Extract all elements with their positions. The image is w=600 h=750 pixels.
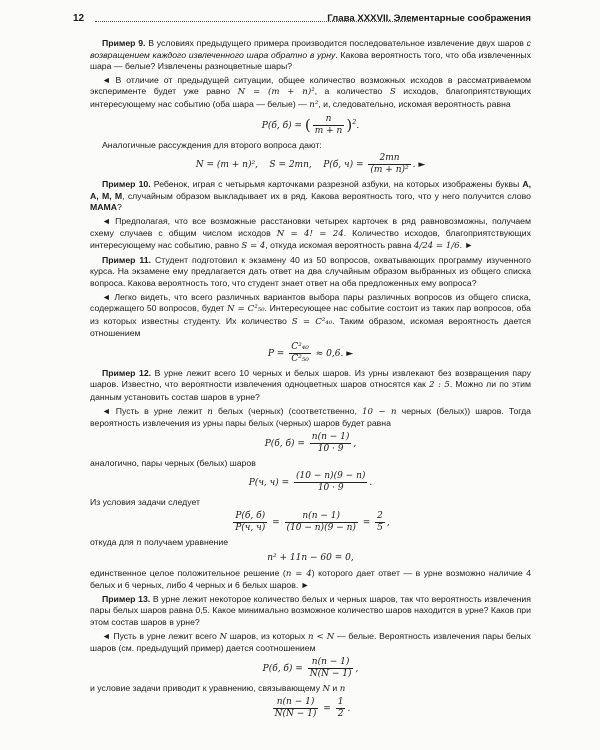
example-13-formula-1: P(б, б) = $\frac{n(n - 1)}{N(N - 1)}$ , — [262, 656, 359, 679]
example-12-formula-2: P(ч, ч) = $\frac{(10 - n)(9 - n)}{10 \cdot 9}$ . — [248, 471, 373, 494]
example-13-solution: ◄ Пусть в урне лежит всего N шаров, из которых n < N — белые. Вероятность извлечения пары белых шаров (см. предыдущий пример) дается соотношением — [90, 630, 532, 654]
example-10-solution: ◄ Предполагая, что все возможные расстановки четырех карточек в ряд равновозможны, получаем схему случаев с общим числом исходов N = 4! = 24. Количество исходов, благоприятствующих интересующему нас событию, равно S = 4, откуда искомая вероятность равна 4/24 = 1/6. ► — [90, 215, 531, 252]
example-9-formula-2: N = (m + n)², S = 2mn, P(б, ч) = $\frac{2mn}{\text{(m + n)²}}$ . ► — [195, 153, 426, 176]
example-13-statement: Пример 13. В урне лежит некоторое количество белых и черных шаров, так что вероятность извлечения пары белых шаров равна 0,5. Какое минимально возможное количество шаров находится в урне? Каков при этом состав шаров в урне? — [90, 593, 531, 627]
example-12-text-3: откуда для n получаем уравнение — [90, 537, 229, 549]
chapter-title: Глава XXXVII. Элементарные соображения — [327, 13, 531, 24]
example-10-statement: Пример 10. Ребенок, играя с четырьмя карточками разрезной азбуки, на которых изображены буквы А, А, М, М, случайным образом выкладывает их в ряд. Какова вероятность того, что у него получится слово МАМА? — [90, 179, 531, 213]
example-10-label: Пример 10. — [102, 179, 151, 190]
example-9-text: Аналогичные рассуждения для второго вопроса дают: — [102, 139, 322, 150]
page-body — [90, 38, 531, 723]
example-12-text-1: аналогично, пары черных (белых) шаров — [90, 457, 256, 468]
example-9-statement: Пример 9. В условиях предыдущего примера производится последовательное извлечение двух шаров с возвращением каждого извлеченного шара обратно в урну. Какова вероятность того, что оба извлеченных шара — белые? Извлечены разноцветные шары? — [90, 38, 531, 72]
example-12-conclusion: единственное целое положительное решение (n = 4) которого дает ответ — в урне возможно наличие 4 белых и 6 черных, либо 4 черных и 6 белых шаров. ► — [90, 567, 531, 591]
example-12-statement: Пример 12. В урне лежит всего 10 черных и белых шаров. Из урны извлекают без возвращения пару шаров. Известно, что вероятности извлечения одноцветных шаров относятся как 2 : 5. Можно ли по этим данным установить состав шаров в урне? — [90, 367, 531, 403]
example-9-formula-1: P(б, б) = ( $\frac{n}{m + n}$ )$^2$. — [261, 113, 360, 136]
example-9-solution: ◄ В отличие от предыдущей ситуации, общее количество возможных исходов в рассматриваемом эксперименте будет уже равно N = (m + n)², а количество S исходов, благоприятствующих интересующему нас событию (оба шара — белые) — n², и, следовательно, искомая вероятность равна — [90, 74, 531, 110]
example-11-solution: ◄ Легко видеть, что всего различных вариантов выбора пары различных вопросов из общего списка, содержащего 50 вопросов, будет N = C²₅₀. Интересующее нас событие состоит из таких пар вопросов, оба из которых известны студенту. Их количество S = C²₄₀. Таким образом, искомая вероятность дается отношением — [90, 291, 531, 339]
example-11-label: Пример 11. — [102, 254, 152, 265]
example-12-formula-3: $\frac{P(б, б)}{P(ч, ч)}$ = $\frac{n(n - 1)}{(10 - n)(9 - n)}$ = $\frac{2}{5}$ , — [235, 511, 390, 534]
example-12-text-2: Из условия задачи следует — [90, 497, 201, 508]
example-13-label: Пример 13. — [102, 593, 151, 604]
example-12-solution: ◄ Пусть в урне лежит n белых (черных) (соответственно, 10 − n черных (белых)) шаров. Тогда вероятность извлечения из урны пары белых (черных) шаров будет равна — [90, 405, 531, 429]
example-12-formula-1: P(б, б) = $\frac{n(n - 1)}{10 \cdot 9}$ , — [264, 431, 357, 454]
example-12-formula-4: n² + 11n − 60 = 0, — [267, 552, 354, 563]
example-13-text: и условие задачи приводит к уравнению, связывающему N и n — [90, 682, 346, 694]
page-number: 12 — [73, 13, 85, 24]
example-13-formula-2: $\frac{n(n - 1)}{N(N - 1)}$ = $\frac{1}{2}$ . — [274, 697, 351, 720]
example-11-formula: P = $\frac{\text{C²₄₀}}{\text{C²₅₀}}$ ≈ 0,6. ► — [267, 341, 354, 364]
example-11-statement: Пример 11. Студент подготовил к экзамену 40 из 50 вопросов, охватывающих программу изученного курса. На экзамене ему предлагается дать ответ на два случайным образом выбранных из общего списка вопроса. Какова вероятность того, что студент знает ответ на оба предложенных ему вопроса? — [90, 254, 532, 288]
example-9-label: Пример 9. — [102, 38, 146, 48]
example-12-label: Пример 12. — [102, 367, 152, 378]
page-header — [73, 13, 531, 27]
